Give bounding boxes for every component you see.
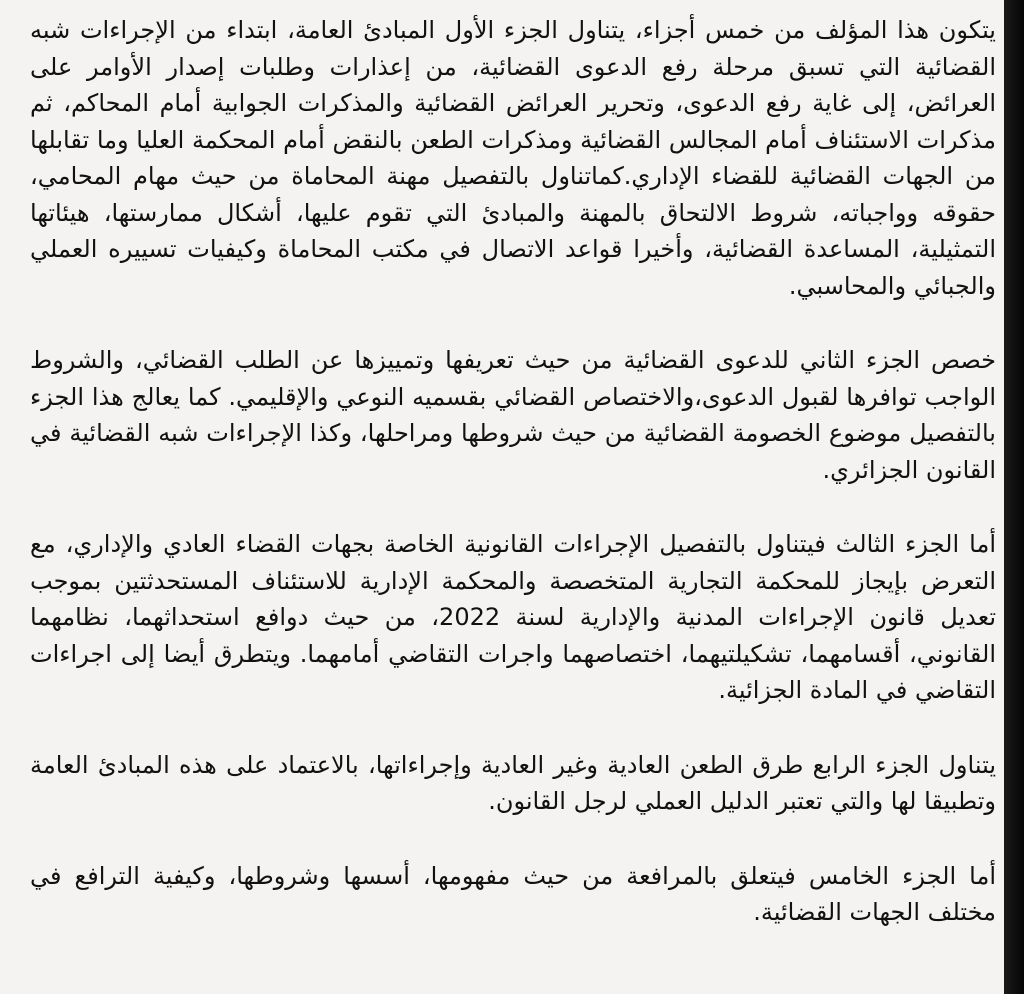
paragraph-part-two: خصص الجزء الثاني للدعوى القضائية من حيث تعريفها وتمييزها عن الطلب القضائي، والشروط الواجب توافرها لقبول الدعوى،والاختصاص القضائي بقسميه النوعي والإقليمي. كما يعالج هذا الجزء بالتفصيل موضوع الخصومة القضائية من حيث شروطها ومراحلها، وكذا الإجراءات شبه القضائية في القانون الجزائري. [30, 346, 996, 484]
document-text [30, 12, 996, 969]
paragraph-part-five: أما الجزء الخامس فيتعلق بالمرافعة من حيث مفهومها، أسسها وشروطها، وكيفية الترافع في مختلف الجهات القضائية. [30, 861, 996, 926]
paragraph-part-one: يتكون هذا المؤلف من خمس أجزاء، يتناول الجزء الأول المبادئ العامة، ابتداء من الإجراءات شبه القضائية التي تسبق مرحلة رفع الدعوى القضائية، من إعذارات وطلبات إصدار الأوامر على العرائض، إلى غاية رفع الدعوى، وتحرير العرائض القضائية والمذكرات الجوابية أمام المحاكم، ثم مذكرات الاستئناف أمام المجالس القضائية ومذكرات الطعن بالنقض أمام المحكمة العليا وما تقابلها من الجهات القضائية للقضاء الإداري.كماتناول بالتفصيل مهنة المحاماة من حيث مهام المحامي، حقوقه وواجباته، شروط الالتحاق بالمهنة والمبادئ التي تقوم عليها، أشكال ممارستها، هيئاتها التمثيلية، المساعدة القضائية، وأخيرا قواعد الاتصال في مكتب المحاماة وكيفيات تسييره العملي والجبائي والمحاسبي. [30, 16, 996, 300]
paragraph-part-four: يتناول الجزء الرابع طرق الطعن العادية وغير العادية وإجراءاتها، بالاعتماد على هذه المبادئ العامة وتطبيقا لها والتي تعتبر الدليل العملي لرجل القانون. [30, 750, 996, 815]
paragraph-part-three: أما الجزء الثالث فيتناول بالتفصيل الإجراءات القانونية الخاصة بجهات القضاء العادي والإداري، مع التعرض بإيجاز للمحكمة التجارية المتخصصة والمحكمة الإدارية للاستئناف المستحدثتين بموجب تعديل قانون الإجراءات المدنية والإدارية لسنة 2022، من حيث دوافع استحداثهما، نظامهما القانوني، أقسامهما، تشكيلتيهما، اختصاصهما واجرات التقاضي أمامهما. ويتطرق أيضا إلى اجراءات التقاضي في المادة الجزائية. [30, 530, 996, 704]
scan-edge-shadow [1004, 0, 1024, 994]
